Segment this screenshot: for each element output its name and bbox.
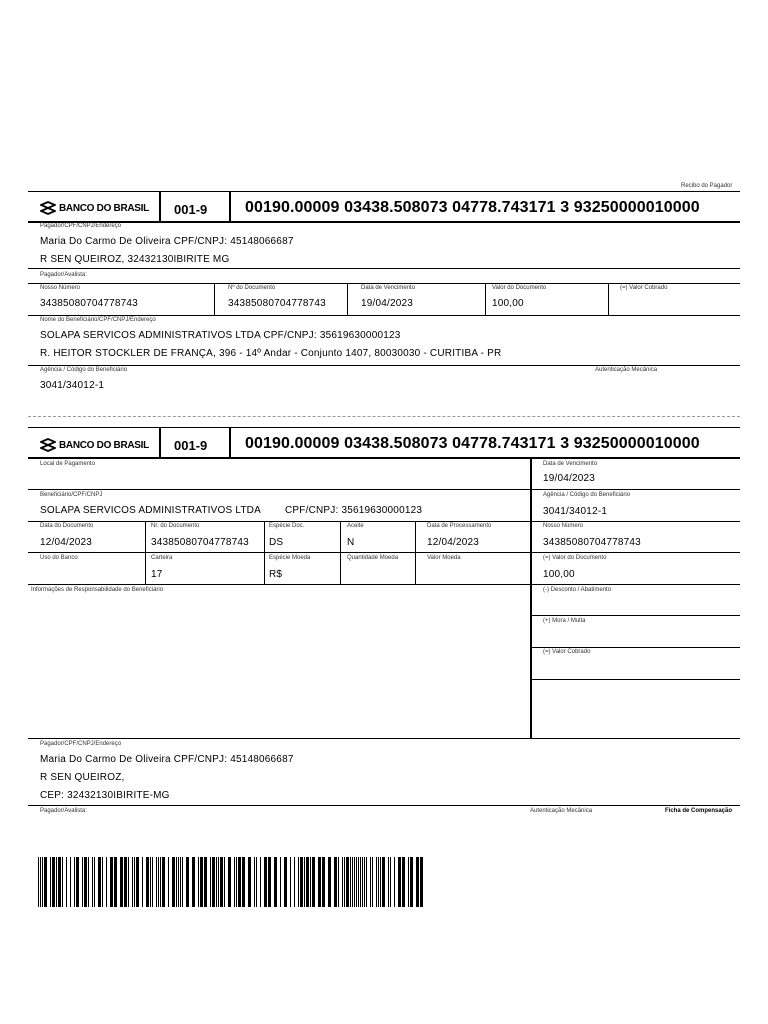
barcode-bar xyxy=(362,857,363,907)
barcode-bar xyxy=(260,857,261,907)
barcode-bar xyxy=(110,857,113,907)
especie-moeda: R$ xyxy=(269,569,283,580)
barcode-bar xyxy=(134,857,135,907)
barcode-bar xyxy=(186,857,189,907)
barcode-bar xyxy=(92,857,93,907)
barcode-bar xyxy=(344,857,345,907)
cut-line xyxy=(28,416,740,417)
payer-label: Pagador/CPF/CNPJ/Endereço xyxy=(40,223,122,229)
barcode-bar xyxy=(274,857,277,907)
barcode-bar xyxy=(180,857,181,907)
barcode-bar xyxy=(38,857,39,907)
num-documento-label: Nº do Documento xyxy=(228,285,276,291)
barcode-bar xyxy=(42,857,43,907)
barcode-bar xyxy=(382,857,385,907)
carteira-label: Carteira xyxy=(151,555,173,561)
barcode-bar xyxy=(70,857,71,907)
data-processamento-label: Data de Processamento xyxy=(427,523,492,529)
barcode-bar xyxy=(152,857,153,907)
barcode-bar xyxy=(56,857,57,907)
guarantor-label: Pagador/Avalista: xyxy=(40,272,87,278)
barcode-bar xyxy=(114,857,117,907)
recibo-label: Recibo do Pagador xyxy=(681,183,733,189)
slip-valor-documento: 100,00 xyxy=(543,569,575,580)
slip-nosso-numero: 34385080704778743 xyxy=(543,537,641,548)
barcode-bar xyxy=(82,857,83,907)
slip-bank-code: 001-9 xyxy=(174,438,208,453)
agencia: 3041/34012-1 xyxy=(40,380,105,391)
barcode-bar xyxy=(372,857,373,907)
quantidade-moeda-label: Quantidade Moeda xyxy=(347,555,399,561)
vencimento-label: Data de Vencimento xyxy=(361,285,416,291)
beneficiario-line1: SOLAPA SERVICOS ADMINISTRATIVOS LTDA CPF/CNPJ: 35619630000123 xyxy=(40,330,401,341)
barcode-bar xyxy=(388,857,389,907)
slip-agencia: 3041/34012-1 xyxy=(543,506,608,517)
vencimento: 19/04/2023 xyxy=(361,298,414,309)
barcode-bar xyxy=(380,857,381,907)
especie-doc-label: Espécie Doc. xyxy=(269,523,305,529)
barcode-bar xyxy=(66,857,67,907)
slip-payer-line1: Maria Do Carmo De Oliveira CPF/CNPJ: 45148066687 xyxy=(40,754,294,765)
barcode-bar xyxy=(304,857,305,907)
aceite: N xyxy=(347,537,355,548)
barcode-bar xyxy=(402,857,405,907)
barcode-bar xyxy=(58,857,61,907)
barcode-bar xyxy=(370,857,371,907)
slip-payer-line2: R SEN QUEIROZ, xyxy=(40,772,125,783)
valor-moeda-label: Valor Moeda xyxy=(427,555,461,561)
slip-payer-label: Pagador/CPF/CNPJ/Endereço xyxy=(40,741,122,747)
barcode-bar xyxy=(150,857,151,907)
barcode-bar xyxy=(328,857,331,907)
barcode-bar xyxy=(346,857,349,907)
barcode-bar xyxy=(352,857,353,907)
barcode-bar xyxy=(390,857,391,907)
nr-documento-label: Nr. do Documento xyxy=(151,523,200,529)
barcode-bar xyxy=(160,857,161,907)
num-documento: 34385080704778743 xyxy=(228,298,326,309)
carteira: 17 xyxy=(151,569,163,580)
barcode-bar xyxy=(40,857,41,907)
barcode-bar xyxy=(416,857,419,907)
barcode-bar xyxy=(354,857,355,907)
barcode-bar xyxy=(216,857,217,907)
barcode-bar xyxy=(52,857,55,907)
barcode-bar xyxy=(238,857,241,907)
barcode-bar xyxy=(350,857,351,907)
barcode-bar xyxy=(306,857,309,907)
barcode-bar xyxy=(376,857,377,907)
barcode-bar xyxy=(366,857,367,907)
barcode-bar xyxy=(162,857,165,907)
barcode-bar xyxy=(200,857,203,907)
payer-line1: Maria Do Carmo De Oliveira CPF/CNPJ: 45148066687 xyxy=(40,236,294,247)
agencia-label: Agência / Código do Beneficiário xyxy=(40,367,128,373)
barcode-bar xyxy=(158,857,159,907)
barcode-bar xyxy=(228,857,231,907)
barcode-bar xyxy=(74,857,75,907)
barcode-bar xyxy=(142,857,143,907)
bank-name: BANCO DO BRASIL xyxy=(59,202,149,214)
barcode-bar xyxy=(84,857,87,907)
slip-digitable-line: 00190.00009 03438.508073 04778.743171 3 93250000010000 xyxy=(245,435,700,452)
barcode-bar xyxy=(284,857,287,907)
valor-cobrado-label: (=) Valor Cobrado xyxy=(620,285,668,291)
barcode-bar xyxy=(236,857,237,907)
autenticacao-label: Autenticação Mecânica xyxy=(595,367,658,373)
data-documento: 12/04/2023 xyxy=(40,537,93,548)
slip-bank-logo xyxy=(40,437,149,453)
barcode-bar xyxy=(248,857,251,907)
barcode-bar xyxy=(300,857,303,907)
nosso-numero-label: Nosso Número xyxy=(40,285,81,291)
barcode-bar xyxy=(298,857,299,907)
barcode-bar xyxy=(322,857,325,907)
barcode-bar xyxy=(212,857,215,907)
barcode-bar xyxy=(280,857,281,907)
barcode-bar xyxy=(124,857,127,907)
slip-guarantor-label: Pagador/Avalista: xyxy=(40,808,87,814)
barcode-bar xyxy=(364,857,365,907)
slip-valor-cobrado-label: (=) Valor Cobrado xyxy=(543,649,591,655)
data-processamento: 12/04/2023 xyxy=(427,537,480,548)
slip-vencimento: 19/04/2023 xyxy=(543,473,596,484)
barcode-bar xyxy=(338,857,339,907)
barcode-bar xyxy=(132,857,133,907)
slip-vencimento-label: Data de Vencimento xyxy=(543,461,598,467)
barcode-bar xyxy=(234,857,235,907)
barcode-bar xyxy=(106,857,107,907)
barcode-bar xyxy=(220,857,223,907)
barcode-bar xyxy=(168,857,169,907)
slip-payer-line3: CEP: 32432130IBIRITE-MG xyxy=(40,790,170,801)
barcode-bar xyxy=(294,857,295,907)
barcode-bar xyxy=(356,857,357,907)
bank-logo xyxy=(40,200,149,216)
barcode-bar xyxy=(224,857,225,907)
payer-line2: R SEN QUEIROZ, 32432130IBIRITE MG xyxy=(40,254,230,265)
local-pagamento-label: Local de Pagamento xyxy=(40,461,96,467)
barcode-bar xyxy=(398,857,401,907)
barcode-bar xyxy=(268,857,271,907)
barcode-bar xyxy=(310,857,311,907)
beneficiario-label: Nome do Beneficiário/CPF/CNPJ/Endereço xyxy=(40,317,156,323)
barcode-bar xyxy=(410,857,413,907)
barcode-bar xyxy=(102,857,103,907)
barcode-bar xyxy=(76,857,79,907)
slip-bank-logo-icon xyxy=(40,438,56,452)
barcode-bar xyxy=(358,857,359,907)
barcode-bar xyxy=(62,857,63,907)
desconto-label: (-) Desconto / Abatimento xyxy=(543,587,612,593)
barcode-bar xyxy=(198,857,199,907)
nr-documento: 34385080704778743 xyxy=(151,537,249,548)
barcode-bar xyxy=(172,857,175,907)
barcode-bar xyxy=(360,857,361,907)
barcode-bar xyxy=(378,857,379,907)
barcode-bar xyxy=(420,857,423,907)
ficha-label: Ficha de Compensação xyxy=(665,808,733,814)
digitable-line: 00190.00009 03438.508073 04778.743171 3 93250000010000 xyxy=(245,199,700,216)
informacoes-label: Informações de Responsabilidade do Beneficiário xyxy=(31,587,164,593)
bank-logo-icon xyxy=(40,201,56,215)
barcode-bar xyxy=(94,857,95,907)
valor-documento: 100,00 xyxy=(492,298,524,309)
slip-bank-name: BANCO DO BRASIL xyxy=(59,439,149,451)
slip-autenticacao-label: Autenticação Mecânica xyxy=(530,808,593,814)
slip-nosso-numero-label: Nosso Número xyxy=(543,523,584,529)
barcode-bar xyxy=(204,857,207,907)
barcode-bar xyxy=(242,857,245,907)
barcode-bar xyxy=(318,857,321,907)
barcode-bar xyxy=(290,857,291,907)
slip-beneficiario-label: Beneficiário/CPF/CNPJ xyxy=(40,492,103,498)
especie-moeda-label: Espécie Moeda xyxy=(269,555,311,561)
aceite-label: Aceite xyxy=(347,523,364,529)
barcode-bar xyxy=(210,857,211,907)
data-documento-label: Data do Documento xyxy=(40,523,94,529)
barcode-bar xyxy=(146,857,149,907)
barcode-bar xyxy=(156,857,157,907)
valor-documento-label: Valor do Documento xyxy=(492,285,547,291)
bank-code: 001-9 xyxy=(174,202,208,217)
barcode-bar xyxy=(394,857,395,907)
barcode-bar xyxy=(408,857,409,907)
barcode-bar xyxy=(178,857,179,907)
barcode-bar xyxy=(334,857,337,907)
barcode-bar xyxy=(136,857,139,907)
slip-valor-documento-label: (=) Valor do Documento xyxy=(543,555,607,561)
barcode-bar xyxy=(192,857,195,907)
barcode-bar xyxy=(50,857,51,907)
slip-agencia-label: Agência / Código do Beneficiário xyxy=(543,492,631,498)
barcode-bar xyxy=(182,857,183,907)
barcode-bar xyxy=(218,857,219,907)
slip-beneficiario-name: SOLAPA SERVICOS ADMINISTRATIVOS LTDA xyxy=(40,505,261,516)
slip-beneficiario-cnpj: CPF/CNPJ: 35619630000123 xyxy=(285,505,423,516)
barcode-bar xyxy=(256,857,257,907)
beneficiario-line2: R. HEITOR STOCKLER DE FRANÇA, 396 - 14º Andar - Conjunto 1407, 80030030 - CURITIBA - PR xyxy=(40,348,502,359)
barcode-image xyxy=(38,857,426,907)
uso-banco-label: Uso do Banco xyxy=(40,555,78,561)
barcode-bar xyxy=(254,857,255,907)
mora-label: (+) Mora / Multa xyxy=(543,618,586,624)
barcode-bar xyxy=(44,857,47,907)
barcode-bar xyxy=(176,857,177,907)
barcode-bar xyxy=(120,857,123,907)
barcode-bar xyxy=(312,857,315,907)
barcode-bar xyxy=(264,857,267,907)
barcode-bar xyxy=(128,857,129,907)
barcode-bar xyxy=(98,857,101,907)
especie-doc: DS xyxy=(269,537,284,548)
barcode-bar xyxy=(88,857,89,907)
barcode-bar xyxy=(342,857,343,907)
nosso-numero: 34385080704778743 xyxy=(40,298,138,309)
